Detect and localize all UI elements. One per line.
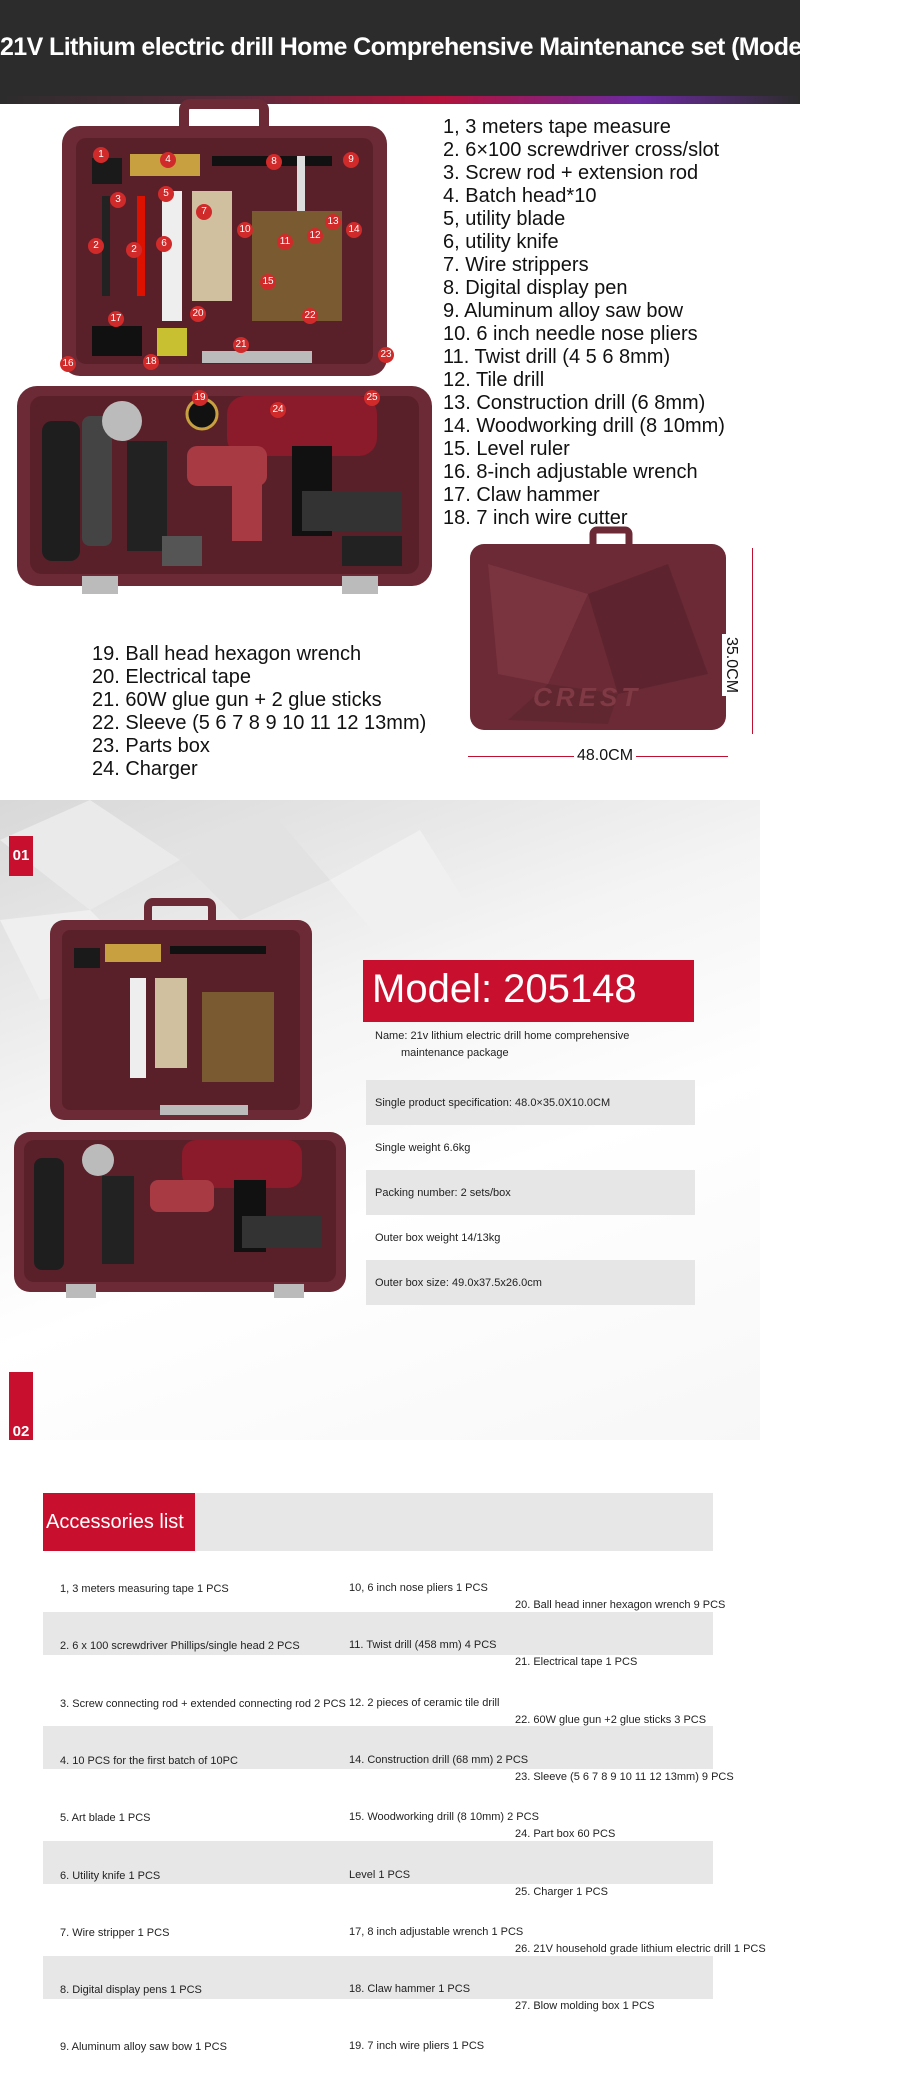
spec-row-outer-weight: Outer box weight 14/13kg	[375, 1231, 501, 1244]
table-cell: 19. 7 inch wire pliers 1 PCS	[349, 2040, 485, 2052]
callout-7: 7	[196, 204, 212, 220]
table-cell: 23. Sleeve (5 6 7 8 9 10 11 12 13mm) 9 PCS	[515, 1771, 734, 1783]
list-item: 1, 3 meters tape measure	[443, 116, 671, 138]
callout-23: 23	[378, 347, 394, 363]
spec-row-name	[366, 1022, 695, 1080]
list-item: 3. Screw rod + extension rod	[443, 162, 699, 184]
table-cell: 22. 60W glue gun +2 glue sticks 3 PCS	[515, 1714, 707, 1726]
spec-name-line1: Name: 21v lithium electric drill home comprehensive	[375, 1030, 630, 1042]
list-item: 19. Ball head hexagon wrench	[92, 643, 362, 665]
height-dimension-label: 35.0CM	[722, 634, 740, 696]
accessories-title: Accessories list	[43, 1493, 195, 1551]
callout-10: 10	[237, 222, 253, 238]
callout-8: 8	[266, 154, 282, 170]
contents-list-a	[443, 116, 725, 530]
callout-3: 3	[110, 192, 126, 208]
table-cell: 10, 6 inch nose pliers 1 PCS	[349, 1582, 488, 1594]
table-cell: 27. Blow molding box 1 PCS	[515, 2000, 655, 2012]
table-cell: 11. Twist drill (458 mm) 4 PCS	[349, 1639, 497, 1651]
callout-16: 16	[60, 356, 76, 372]
callout-25: 25	[364, 390, 380, 406]
list-item: 16. 8-inch adjustable wrench	[443, 461, 698, 483]
table-cell: 24. Part box 60 PCS	[515, 1828, 616, 1840]
spec-row-specification: Single product specification: 48.0×35.0X10.0CM	[366, 1080, 695, 1125]
callout-2b: 2	[126, 242, 142, 258]
height-dimension-line	[752, 548, 753, 734]
page-header	[0, 0, 902, 96]
list-item: 7. Wire strippers	[443, 254, 589, 276]
table-cell: 17, 8 inch adjustable wrench 1 PCS	[349, 1926, 524, 1938]
list-item: 12. Tile drill	[443, 369, 545, 391]
table-cell: 14. Construction drill (68 mm) 2 PCS	[349, 1754, 529, 1766]
callout-20: 20	[190, 306, 206, 322]
width-dimension-label: 48.0CM	[574, 747, 636, 765]
callout-15: 15	[260, 274, 276, 290]
callout-14: 14	[346, 222, 362, 238]
callout-21: 21	[233, 337, 249, 353]
list-item: 17. Claw hammer	[443, 484, 600, 506]
table-cell: 5. Art blade 1 PCS	[60, 1812, 151, 1824]
list-item: 23. Parts box	[92, 735, 210, 757]
callout-24: 24	[270, 402, 286, 418]
table-cell: 4. 10 PCS for the first batch of 10PC	[60, 1755, 238, 1767]
list-item: 15. Level ruler	[443, 438, 570, 460]
model-title: Model: 205148	[372, 967, 637, 1011]
spec-row-packing: Packing number: 2 sets/box	[366, 1170, 695, 1215]
callout-12: 12	[307, 228, 323, 244]
list-item: 9. Aluminum alloy saw bow	[443, 300, 684, 322]
callout-13: 13	[325, 214, 341, 230]
table-cell: Level 1 PCS	[349, 1869, 411, 1881]
table-cell: 6. Utility knife 1 PCS	[60, 1870, 161, 1882]
list-item: 22. Sleeve (5 6 7 8 9 10 11 12 13mm)	[92, 712, 427, 734]
list-item: 8. Digital display pen	[443, 277, 628, 299]
list-item: 5, utility blade	[443, 208, 566, 230]
list-item: 11. Twist drill (4 5 6 8mm)	[443, 346, 671, 368]
accessories-section	[0, 1440, 800, 2080]
callout-4: 4	[160, 152, 176, 168]
spec-row-weight: Single weight 6.6kg	[375, 1141, 471, 1154]
section-tab-01: 01	[9, 836, 33, 876]
callout-5: 5	[158, 186, 174, 202]
list-item: 14. Woodworking drill (8 10mm)	[443, 415, 725, 437]
callout-6: 6	[156, 236, 172, 252]
table-cell: 2. 6 x 100 screwdriver Phillips/single head 2 PCS	[60, 1640, 300, 1652]
list-item: 4. Batch head*10	[443, 185, 597, 207]
model-section	[0, 800, 760, 1440]
spec-table	[366, 1022, 695, 1305]
table-cell: 20. Ball head inner hexagon wrench 9 PCS	[515, 1599, 726, 1611]
table-cell: 1, 3 meters measuring tape 1 PCS	[60, 1583, 229, 1595]
callout-19: 19	[192, 390, 208, 406]
list-item: 18. 7 inch wire cutter	[443, 507, 628, 529]
table-cell: 8. Digital display pens 1 PCS	[60, 1984, 202, 1996]
table-cell: 21. Electrical tape 1 PCS	[515, 1656, 638, 1668]
list-item: 13. Construction drill (6 8mm)	[443, 392, 706, 414]
page-title: 21V Lithium electric drill Home Comprehensive Maintenance set (Model 205148)	[0, 33, 902, 61]
callout-11: 11	[277, 234, 293, 250]
table-cell: 12. 2 pieces of ceramic tile drill	[349, 1697, 500, 1709]
callout-2a: 2	[88, 238, 104, 254]
contents-list-b	[92, 643, 426, 781]
case-brand: CREST	[533, 682, 642, 712]
spec-name-line2: maintenance package	[401, 1047, 509, 1059]
table-cell: 18. Claw hammer 1 PCS	[349, 1983, 471, 1995]
list-item: 20. Electrical tape	[92, 666, 251, 688]
table-cell: 9. Aluminum alloy saw bow 1 PCS	[60, 2041, 227, 2053]
list-item: 2. 6×100 screwdriver cross/slot	[443, 139, 720, 161]
callout-17: 17	[108, 311, 124, 327]
callout-1: 1	[93, 147, 109, 163]
callout-9: 9	[343, 152, 359, 168]
list-item: 24. Charger	[92, 758, 198, 780]
table-cell: 26. 21V household grade lithium electric drill 1 PCS	[515, 1943, 766, 1955]
table-cell: 3. Screw connecting rod + extended connecting rod 2 PCS	[60, 1698, 346, 1710]
callout-22: 22	[302, 308, 318, 324]
callout-18: 18	[143, 354, 159, 370]
contents-section	[0, 104, 800, 794]
section-tab-02: 02	[9, 1372, 33, 1440]
spec-row-outer-size: Outer box size: 49.0x37.5x26.0cm	[366, 1260, 695, 1305]
list-item: 6, utility knife	[443, 231, 559, 253]
list-item: 21. 60W glue gun + 2 glue sticks	[92, 689, 382, 711]
table-cell: 25. Charger 1 PCS	[515, 1886, 608, 1898]
model-toolbox-image	[10, 900, 350, 1300]
table-cell: 7. Wire stripper 1 PCS	[60, 1927, 170, 1939]
table-cell: 15. Woodworking drill (8 10mm) 2 PCS	[349, 1811, 539, 1823]
open-toolbox-image	[12, 96, 437, 596]
list-item: 10. 6 inch needle nose pliers	[443, 323, 698, 345]
